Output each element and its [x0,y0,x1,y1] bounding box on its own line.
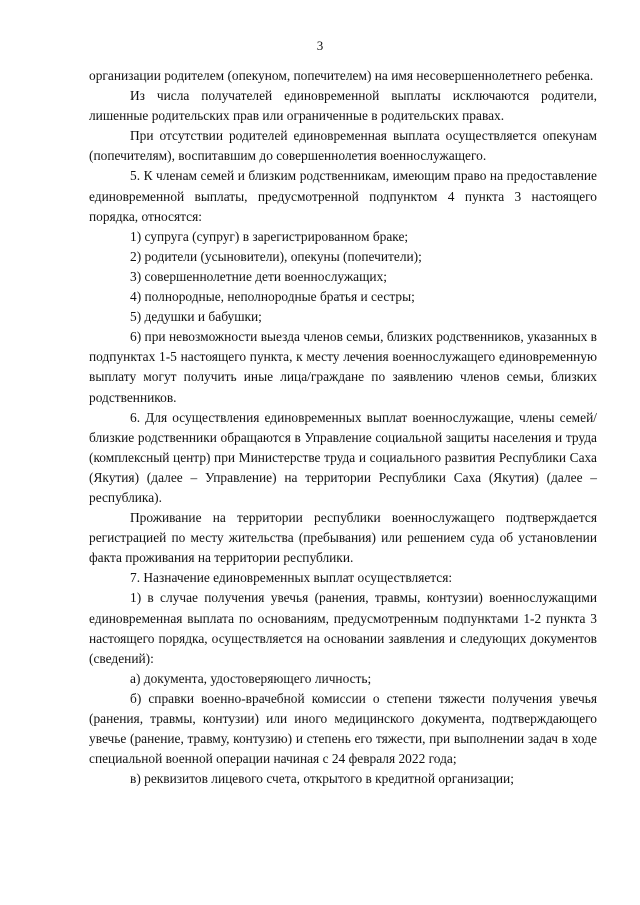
document-body [89,66,597,789]
paragraph-section-6: 6. Для осуществления единовременных выплат военнослужащие, члены семей/близкие родственники обращаются в Управление социальной защиты населения и труда (комплексный центр) при Министерстве труда и социального развития Республики Саха (Якутия) (далее – Управление) на территории Республики Саха (Якутия) (далее – республика). [89,409,597,505]
paragraph-guardians: При отсутствии родителей единовременная выплата осуществляется опекунам (попечителям), воспитавшим до совершеннолетия военнослужащего. [89,128,597,164]
paragraph-section-7: 7. Назначение единовременных выплат осуществляется: [130,570,453,586]
list-item-identity-document: а) документа, удостоверяющего личность; [130,670,372,686]
list-item-other-persons: 6) при невозможности выезда членов семьи, близких родственников, указанных в подпунктах 1-5 настоящего пункта, к месту лечения военнослужащего единовременную выплату могут получить иные лица/граждане по заявлению членов семьи, близких родственников. [89,329,597,405]
list-item-grandparents: 5) дедушки и бабушки; [130,309,262,325]
list-item-children: 3) совершеннолетние дети военнослужащих; [130,268,387,284]
list-item-bank-details: в) реквизитов лицевого счета, открытого в кредитной организации; [130,771,514,787]
page-number: 3 [316,38,324,53]
list-item-parents: 2) родители (усыновители), опекуны (попечители); [130,248,422,264]
paragraph-section-5: 5. К членам семей и близким родственникам, имеющим право на предоставление единовременной выплаты, предусмотренной подпунктом 4 пункта 3 настоящего порядка, относятся: [89,168,597,224]
list-item-spouse: 1) супруга (супруг) в зарегистрированном браке; [130,228,409,244]
list-item-siblings: 4) полнородные, неполнородные братья и сестры; [130,289,415,305]
paragraph-exclusion: Из числа получателей единовременной выплаты исключаются родители, лишенные родительских прав или ограниченные в родительских правах. [89,88,597,124]
paragraph-continuation: организации родителем (опекуном, попечителем) на имя несовершеннолетнего ребенка. [89,68,594,83]
list-item-medical-certificate: б) справки военно-врачебной комиссии о степени тяжести получения увечья (ранения, травмы, контузии) или иного медицинского документа, подтверждающего увечье (ранение, травму, контузию) и степень его тяжести, при выполнении задач в ходе специальной военной операции начиная с 24 февраля 2022 года; [89,690,597,767]
paragraph-residence: Проживание на территории республики военнослужащего подтверждается регистрацией по месту жительства (пребывания) или решением суда об установлении факта проживания на территории республики. [89,510,597,566]
list-item-injury: 1) в случае получения увечья (ранения, травмы, контузии) военнослужащими единовременная выплата по основаниям, предусмотренным подпунктами 1-2 пункта 3 настоящего порядка, осуществляется на основании заявления и следующих документов (сведений): [89,590,597,666]
